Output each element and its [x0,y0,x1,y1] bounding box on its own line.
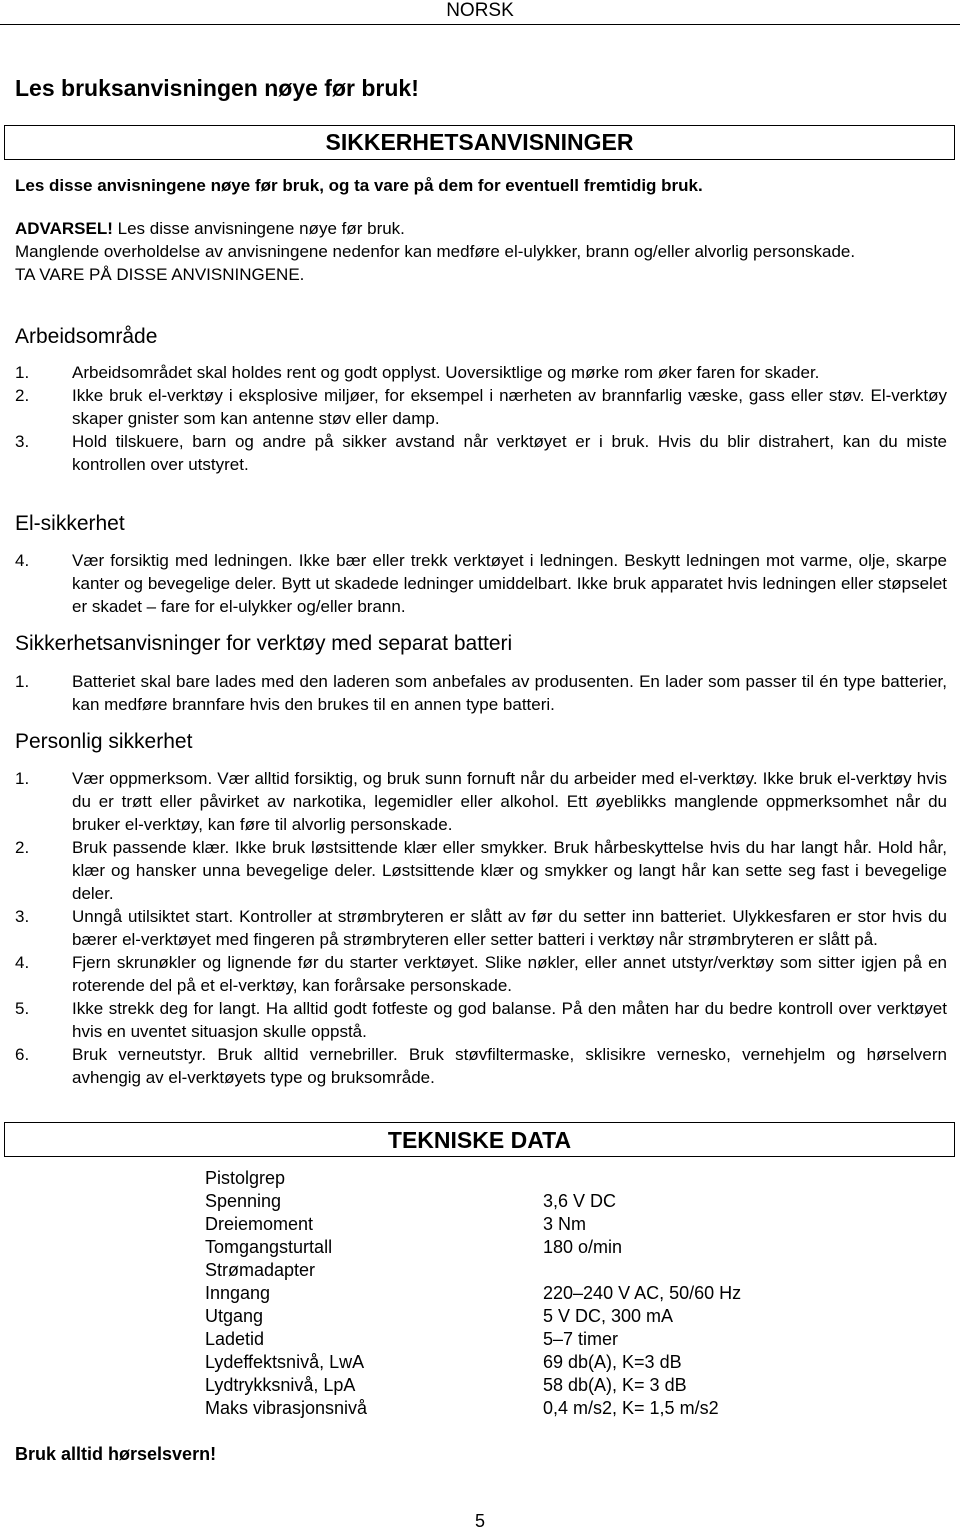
safety-title-box [4,125,955,160]
item-number: 3. [15,432,30,451]
list-item [15,997,947,1043]
item-text: Batteriet skal bare lades med den laderen som anbefales av produsenten. En lader som passer til én type batterier, kan medføre brannfare hvis den brukes til en annen type batteri. [72,672,947,714]
item-text: Vær oppmerksom. Vær alltid forsiktig, og bruk sunn fornuft når du arbeider med el-verktøy. Ikke bruk el-verktøy hvis du er trøtt eller påvirket av narkotika, legemidler eller alkohol. Ett øyeblikks manglende oppmerksomhet når du bruker el-verktøy, kan føre til alvorlig personskade. [72,769,947,834]
tech-label: Lydtrykksnivå, LpA [205,1375,356,1395]
tech-value: 0,4 m/s2, K= 1,5 m/s2 [543,1398,719,1418]
tech-row [205,1282,843,1305]
tech-row [205,1167,843,1190]
item-number: 3. [15,907,30,926]
item-number: 1. [15,769,30,788]
header-language: NORSK [446,0,514,21]
tech-row [205,1397,843,1420]
tech-value: 5 V DC, 300 mA [543,1306,674,1326]
item-number: 5. [15,999,30,1018]
list-item [15,549,947,618]
warning-line-3: TA VARE PÅ DISSE ANVISNINGENE. [15,265,305,284]
heading-battery: Sikkerhetsanvisninger for verktøy med separat batteri [15,632,513,655]
work-area-list [15,361,947,476]
hearing-protection-note: Bruk alltid hørselsvern! [15,1444,217,1464]
item-number: 2. [15,838,30,857]
item-text: Arbeidsområdet skal holdes rent og godt opplyst. Uoversiktlige og mørke rom øker faren for skader. [72,363,820,382]
tech-label: Lydeffektsnivå, LwA [205,1352,365,1372]
heading-personal: Personlig sikkerhet [15,730,193,753]
item-number: 6. [15,1045,30,1064]
list-item [15,384,947,430]
tech-value: 3 Nm [543,1214,587,1234]
item-number: 4. [15,953,30,972]
item-text: Fjern skrunøkler og lignende før du starter verktøyet. Slike nøkler, eller annet utstyr/verktøy som sitter igjen på en roterende del på et el-verktøy, kan forårsake personskade. [72,953,947,995]
tech-label: Utgang [205,1306,264,1326]
tech-label: Pistolgrep [205,1168,286,1188]
page-number: 5 [474,1511,485,1531]
tech-label: Ladetid [205,1329,265,1349]
tech-value: 58 db(A), K= 3 dB [543,1375,687,1395]
list-item [15,836,947,905]
tech-row [205,1351,843,1374]
warning-rest: Les disse anvisningene nøye før bruk. [112,219,405,238]
item-text: Hold tilskuere, barn og andre på sikker avstand når verktøyet er i bruk. Hvis du blir distrahert, kan du miste kontrollen over utstyret. [72,432,947,474]
list-item [15,1043,947,1089]
warning-label: ADVARSEL! [15,219,113,238]
safety-title: SIKKERHETSANVISNINGER [325,129,634,155]
tech-value [543,1259,843,1282]
tech-row [205,1374,843,1397]
list-item [15,430,947,476]
electrical-list [15,549,947,618]
heading-electrical: El-sikkerhet [15,512,125,535]
item-text: Unngå utilsiktet start. Kontroller at strømbryteren er slått av før du setter inn batteriet. Ulykkesfaren er stor hvis du bærer el-verktøyet med fingeren på strømbryteren eller setter batteri i verktøy når strømbryteren er slått på. [72,907,947,949]
list-item [15,361,947,384]
battery-list [15,670,947,716]
tech-row [205,1328,843,1351]
item-text: Bruk passende klær. Ikke bruk løstsittende klær eller smykker. Bruk hårbeskyttelse hvis du har langt hår. Hold hår, klær og hansker unna bevegelige deler. Løstsittende klær og smykker og langt hår kan sette seg fast i bevegelige deler. [72,838,947,903]
item-text: Ikke bruk el-verktøy i eksplosive miljøer, for eksempel i nærheten av brannfarlig væske, gass eller støv. El-verktøy skaper gnister som kan antenne støv eller damp. [72,386,947,428]
list-item [15,670,947,716]
warning-block [15,217,947,286]
list-item [15,767,947,836]
warning-line-1 [15,217,947,240]
heading-work-area: Arbeidsområde [15,325,158,348]
tech-value: 220–240 V AC, 50/60 Hz [543,1283,742,1303]
tech-row [205,1236,843,1259]
tech-value: 180 o/min [543,1237,623,1257]
tech-title-box [4,1122,955,1157]
item-number: 4. [15,551,30,570]
tech-label: Inngang [205,1283,271,1303]
tech-value: 5–7 timer [543,1329,619,1349]
tech-value [543,1167,843,1190]
tech-label: Tomgangsturtall [205,1237,333,1257]
warning-line-2: Manglende overholdelse av anvisningene nedenfor kan medføre el-ulykker, brann og/eller alvorlig personskade. [15,242,856,261]
tech-label: Strømadapter [205,1260,316,1280]
intro-heading: Les bruksanvisningen nøye før bruk! [15,75,419,101]
tech-row [205,1305,843,1328]
tech-data-table [205,1167,843,1420]
personal-list [15,767,947,1089]
tech-title: TEKNISKE DATA [387,1127,572,1153]
list-item [15,951,947,997]
item-number: 2. [15,386,30,405]
item-text: Vær forsiktig med ledningen. Ikke bær eller trekk verktøyet i ledningen. Beskytt ledningen mot varme, olje, skarpe kanter og bevegelige deler. Bytt ut skadede ledninger umiddelbart. Ikke bruk apparatet hvis ledningen eller støpselet er skadet – fare for el-ulykker og/eller brann. [72,551,947,616]
item-number: 1. [15,363,30,382]
item-number: 1. [15,672,30,691]
item-text: Bruk verneutstyr. Bruk alltid vernebriller. Bruk støvfiltermaske, sklisikre vernesko, vernehjelm og hørselvern avhengig av el-verktøyets type og bruksområde. [72,1045,947,1087]
tech-value: 69 db(A), K=3 dB [543,1352,682,1372]
list-item [15,905,947,951]
header-rule [0,24,960,25]
tech-value: 3,6 V DC [543,1191,617,1211]
tech-label: Spenning [205,1191,282,1211]
tech-label: Maks vibrasjonsnivå [205,1398,368,1418]
tech-label: Dreiemoment [205,1214,314,1234]
tech-row [205,1190,843,1213]
safety-intro: Les disse anvisningene nøye før bruk, og ta vare på dem for eventuell fremtidig bruk. [15,176,703,195]
item-text: Ikke strekk deg for langt. Ha alltid godt fotfeste og god balanse. På den måten har du bedre kontroll over verktøyet hvis en uventet situasjon skulle oppstå. [72,999,947,1041]
tech-row [205,1259,843,1282]
tech-row [205,1213,843,1236]
